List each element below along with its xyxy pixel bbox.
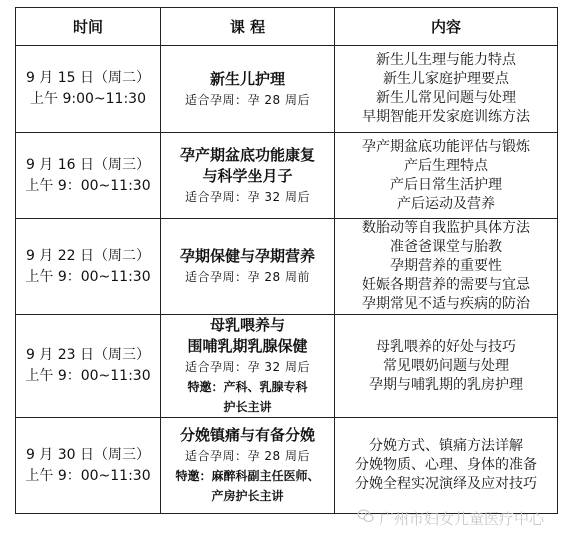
content-line: 数胎动等自我监护具体方法 bbox=[362, 220, 530, 236]
watermark-text: 广州市妇女儿童医疗中心 bbox=[378, 509, 544, 528]
course-cell bbox=[161, 418, 335, 514]
content-cell bbox=[335, 133, 558, 219]
content-line: 产后日常生活护理 bbox=[390, 176, 502, 193]
content-line: 孕产期盆底功能评估与锻炼 bbox=[362, 138, 530, 155]
time-cell bbox=[16, 133, 161, 219]
guest-speaker: 特邀：产科、乳腺专科 bbox=[187, 380, 308, 394]
content-line: 分娩全程实况演绎及应对技巧 bbox=[355, 476, 537, 492]
content-line: 准爸爸课堂与胎教 bbox=[390, 239, 502, 255]
content-line: 产后生理特点 bbox=[404, 157, 488, 174]
date-text: 9 月 15 日（周二） bbox=[25, 70, 151, 86]
course-title: 围哺乳期乳腺保健 bbox=[187, 337, 308, 355]
content-cell bbox=[335, 219, 558, 315]
content-line: 常见喂奶问题与处理 bbox=[383, 357, 509, 374]
time-text: 上午 9:00~11:30 bbox=[30, 91, 146, 107]
content-line: 早期智能开发家庭训练方法 bbox=[362, 109, 530, 125]
course-cell bbox=[161, 315, 335, 418]
course-title: 孕产期盆底功能康复 bbox=[179, 145, 315, 164]
table-row bbox=[16, 219, 558, 315]
header-course: 课 程 bbox=[161, 8, 335, 46]
course-title: 母乳喂养与 bbox=[209, 316, 285, 334]
watermark bbox=[357, 507, 544, 529]
content-line: 孕期营养的重要性 bbox=[390, 258, 502, 274]
course-title: 分娩镇痛与有备分娩 bbox=[179, 426, 315, 444]
content-line: 孕期常见不适与疾病的防治 bbox=[362, 296, 530, 312]
course-title: 孕期保健与孕期营养 bbox=[179, 247, 315, 265]
suitable-week: 适合孕周：孕 28 周后 bbox=[185, 449, 310, 463]
date-text: 9 月 16 日（周三） bbox=[25, 156, 151, 173]
time-cell bbox=[16, 219, 161, 315]
suitable-week: 适合孕周：孕 32 周后 bbox=[185, 360, 310, 374]
suitable-week: 适合孕周：孕 32 周后 bbox=[185, 189, 310, 204]
table-row bbox=[16, 133, 558, 219]
content-line: 新生儿常见问题与处理 bbox=[376, 90, 516, 106]
time-text: 上午 9：00~11:30 bbox=[25, 368, 151, 384]
header-time: 时间 bbox=[16, 8, 161, 46]
header-content: 内容 bbox=[335, 8, 558, 46]
suitable-week: 适合孕周：孕 28 周后 bbox=[185, 92, 310, 107]
content-line: 母乳喂养的好处与技巧 bbox=[376, 338, 516, 355]
time-cell bbox=[16, 46, 161, 133]
course-cell bbox=[161, 133, 335, 219]
table-row bbox=[16, 46, 558, 133]
content-line: 分娩物质、心理、身体的准备 bbox=[355, 457, 537, 473]
date-text: 9 月 22 日（周二） bbox=[25, 247, 151, 264]
course-title: 新生儿护理 bbox=[209, 69, 285, 88]
content-line: 新生儿生理与能力特点 bbox=[376, 52, 516, 68]
table-row bbox=[16, 315, 558, 418]
course-cell bbox=[161, 219, 335, 315]
schedule-table bbox=[15, 7, 558, 514]
table-row bbox=[16, 418, 558, 514]
guest-speaker: 护长主讲 bbox=[223, 400, 272, 414]
time-text: 上午 9：00~11:30 bbox=[25, 268, 151, 285]
wechat-icon bbox=[357, 507, 375, 529]
course-title: 与科学坐月子 bbox=[202, 166, 293, 185]
date-text: 9 月 30 日（周三） bbox=[25, 446, 151, 463]
guest-speaker: 特邀：麻醉科副主任医师、 bbox=[175, 469, 320, 483]
content-cell bbox=[335, 315, 558, 418]
content-cell bbox=[335, 418, 558, 514]
content-line: 新生儿家庭护理要点 bbox=[383, 71, 509, 87]
content-cell bbox=[335, 46, 558, 133]
date-text: 9 月 23 日（周三） bbox=[25, 347, 151, 363]
time-cell bbox=[16, 315, 161, 418]
guest-speaker: 产房护长主讲 bbox=[211, 489, 284, 503]
content-line: 孕期与哺乳期的乳房护理 bbox=[369, 376, 523, 393]
time-text: 上午 9：00~11:30 bbox=[25, 177, 151, 194]
content-line: 分娩方式、镇痛方法详解 bbox=[369, 438, 523, 454]
content-line: 产后运动及营养 bbox=[397, 195, 495, 212]
header-row bbox=[16, 8, 558, 46]
time-cell bbox=[16, 418, 161, 514]
time-text: 上午 9：00~11:30 bbox=[25, 467, 151, 484]
course-cell bbox=[161, 46, 335, 133]
suitable-week: 适合孕周：孕 28 周前 bbox=[185, 270, 310, 284]
content-line: 妊娠各期营养的需要与宜忌 bbox=[362, 277, 530, 293]
